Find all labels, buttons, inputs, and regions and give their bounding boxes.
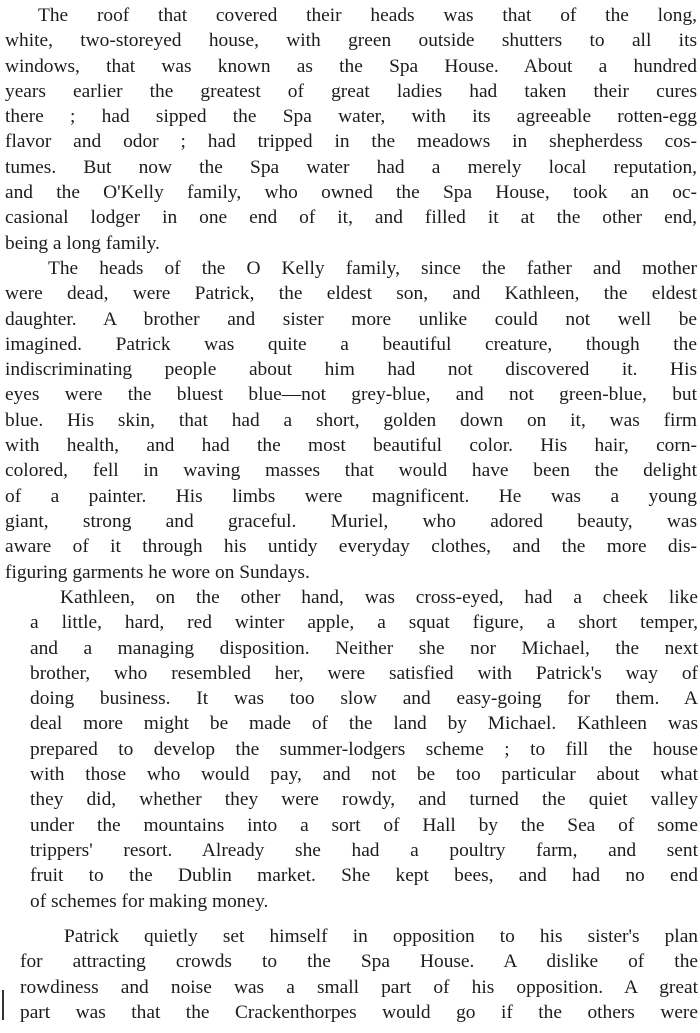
text-line: prepared to develop the summer-lodgers scheme ; to fill the house <box>30 738 698 760</box>
text-line: white, two-storeyed house, with green outside shutters to all its <box>5 30 697 52</box>
text-line: with those who would pay, and not be too particular about what <box>30 764 698 786</box>
text-line: aware of it through his untidy everyday clothes, and the more dis- <box>5 536 697 558</box>
text-line: windows, that was known as the Spa House. About a hundred <box>5 55 697 77</box>
text-line: and the O'Kelly family, who owned the Spa House, took an oc- <box>5 182 697 204</box>
paragraph-2 <box>0 256 697 585</box>
text-line: of a painter. His limbs were magnificent. He was a young <box>5 485 697 507</box>
text-line: Patrick quietly set himself in opposition to his sister's plan <box>64 926 698 947</box>
text-line: giant, strong and graceful. Muriel, who adored beauty, was <box>5 510 697 532</box>
text-line: there ; had sipped the Spa water, with its agreeable rotten-egg <box>5 106 697 128</box>
text-line: rowdiness and noise was a small part of his opposition. A great <box>20 976 698 998</box>
text-line: deal more might be made of the land by Michael. Kathleen was <box>30 713 698 735</box>
text-line: indiscriminating people about him had not discovered it. His <box>5 359 697 381</box>
text-line: daughter. A brother and sister more unlike could not well be <box>5 308 697 330</box>
paragraph-1 <box>0 3 697 256</box>
text-line: years earlier the greatest of great ladies had taken their cures <box>5 80 697 102</box>
text-line: imagined. Patrick was quite a beautiful creature, though the <box>5 333 697 355</box>
text-line: tumes. But now the Spa water had a merely local reputation, <box>5 156 697 178</box>
text-line: with health, and had the most beautiful color. His hair, corn- <box>5 435 697 457</box>
text-line: of schemes for making money. <box>30 890 269 912</box>
text-line: figuring garments he wore on Sundays. <box>5 561 310 583</box>
text-line: were dead, were Patrick, the eldest son, and Kathleen, the eldest <box>5 283 697 305</box>
text-line: blue. His skin, that had a short, golden down on it, was firm <box>5 409 697 431</box>
text-line: a little, hard, red winter apple, a squat figure, a short temper, <box>30 612 698 634</box>
text-line: brother, who resembled her, were satisfied with Patrick's way of <box>30 662 698 684</box>
text-line: The heads of the O Kelly family, since the father and mother <box>48 258 697 279</box>
text-line: for attracting crowds to the Spa House. A dislike of the <box>20 951 698 973</box>
text-line: colored, fell in waving masses that would have been the delight <box>5 460 697 482</box>
paragraph-3 <box>0 585 698 914</box>
text-line: Kathleen, on the other hand, was cross-eyed, had a cheek like <box>60 587 698 608</box>
text-line: trippers' resort. Already she had a poultry farm, and sent <box>30 839 698 861</box>
text-line: casional lodger in one end of it, and filled it at the other end, <box>5 207 697 229</box>
text-line: eyes were the bluest blue—not grey-blue, and not green-blue, but <box>5 384 697 406</box>
text-line: under the mountains into a sort of Hall by the Sea of some <box>30 814 698 836</box>
text-line: The roof that covered their heads was that of the long, <box>38 5 697 26</box>
text-line: fruit to the Dublin market. She kept bees, and had no end <box>30 865 698 887</box>
paragraph-4 <box>0 924 698 1025</box>
text-line: doing business. It was too slow and easy-going for them. A <box>30 688 698 710</box>
text-line: they did, whether they were rowdy, and turned the quiet valley <box>30 789 698 811</box>
text-line: and a managing disposition. Neither she nor Michael, the next <box>30 637 698 659</box>
text-line: being a long family. <box>5 232 160 254</box>
text-line: part was that the Crackenthorpes would go if the others were <box>20 1001 698 1023</box>
text-line: flavor and odor ; had tripped in the meadows in shepherdess cos- <box>5 131 697 153</box>
